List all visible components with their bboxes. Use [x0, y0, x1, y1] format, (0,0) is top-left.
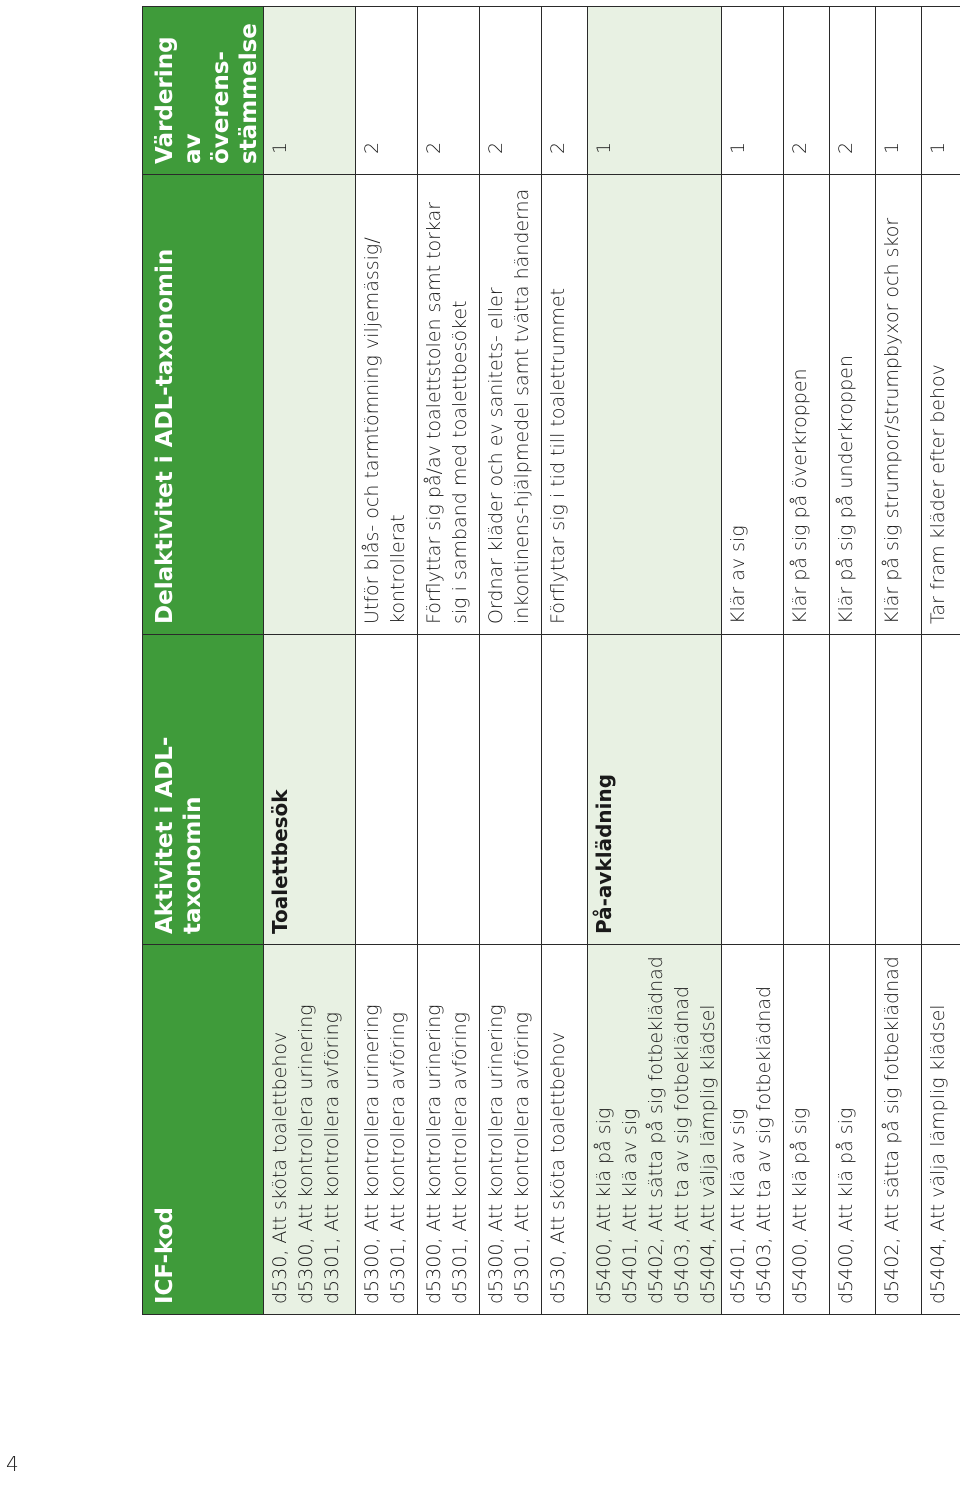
subactivity-cell: Klär av sig — [722, 175, 784, 635]
icf-code-line: d5400, Att klä på sig — [789, 1107, 811, 1304]
icf-code-line: d5404, Att välja lämplig klädsel — [927, 1004, 949, 1304]
rotated-table-wrapper — [142, 7, 959, 1315]
activity-cell — [922, 635, 960, 945]
icf-code-line: d5300, Att kontrollera urinering — [361, 1004, 383, 1304]
icf-code-line: d5401, Att klä av sig — [727, 1108, 749, 1304]
activity-cell — [480, 635, 542, 945]
table-row — [264, 7, 356, 1315]
activity-cell — [356, 635, 418, 945]
subactivity-cell: Utför blås- och tarmtömning viljemässig/ kontrollerat — [356, 175, 418, 635]
icf-code-line: d5300, Att kontrollera urinering — [423, 1004, 445, 1304]
rating-cell: 1 — [876, 7, 922, 175]
icf-code-line: d5301, Att kontrollera avföring — [321, 1011, 343, 1304]
page-number: 4 — [6, 1452, 19, 1476]
icf-code-line: d5400, Att klä på sig — [593, 1107, 615, 1304]
header-subactivity: Delaktivitet i ADL-taxonomin — [143, 175, 264, 635]
table-body — [264, 7, 960, 1315]
icf-code-line: d5401, Att klä av sig — [619, 1108, 641, 1304]
icf-code-line: d5301, Att kontrollera avföring — [387, 1011, 409, 1304]
icf-code-cell — [480, 945, 542, 1315]
rating-cell: 1 — [722, 7, 784, 175]
activity-cell — [784, 635, 830, 945]
table-row — [830, 7, 876, 1315]
table-header-row — [143, 7, 264, 1315]
subactivity-cell: Tar fram kläder efter behov — [922, 175, 960, 635]
activity-cell — [542, 635, 588, 945]
icf-code-line: d5404, Att välja lämplig klädsel — [697, 1004, 719, 1304]
activity-cell: Toalettbesök — [264, 635, 356, 945]
table-row — [922, 7, 960, 1315]
subactivity-cell: Förflyttar sig i tid till toalettrummet — [542, 175, 588, 635]
subactivity-cell: Förflyttar sig på/av toalettstolen samt torkar sig i samband med toalettbesöket — [418, 175, 480, 635]
subactivity-cell: Ordnar kläder och ev sanitets- eller inkontinens-hjälpmedel samt tvätta händerna — [480, 175, 542, 635]
rating-cell: 2 — [542, 7, 588, 175]
icf-code-cell — [264, 945, 356, 1315]
rating-cell: 2 — [418, 7, 480, 175]
icf-code-cell — [542, 945, 588, 1315]
icf-code-cell — [922, 945, 960, 1315]
table-row — [356, 7, 418, 1315]
icf-code-line: d530, Att sköta toalettbehov — [547, 1031, 569, 1304]
activity-cell — [876, 635, 922, 945]
icf-code-cell — [722, 945, 784, 1315]
icf-code-cell — [784, 945, 830, 1315]
rating-cell: 2 — [784, 7, 830, 175]
rating-cell: 1 — [922, 7, 960, 175]
icf-code-line: d5403, Att ta av sig fotbeklädnad — [671, 985, 693, 1304]
header-icf-code: ICF-kod — [143, 945, 264, 1315]
table-row — [418, 7, 480, 1315]
subactivity-cell: Klär på sig på överkroppen — [784, 175, 830, 635]
subactivity-cell: Klär på sig strumpor/strumpbyxor och skor — [876, 175, 922, 635]
subactivity-cell: Klär på sig på underkroppen — [830, 175, 876, 635]
subactivity-cell — [588, 175, 722, 635]
icf-code-line: d5402, Att sätta på sig fotbeklädnad — [645, 956, 667, 1304]
subactivity-cell — [264, 175, 356, 635]
rating-cell: 2 — [480, 7, 542, 175]
table-row — [480, 7, 542, 1315]
icf-code-line: d5300, Att kontrollera urinering — [295, 1004, 317, 1304]
rating-cell: 1 — [264, 7, 356, 175]
icf-code-cell — [876, 945, 922, 1315]
icf-adl-table — [142, 6, 960, 1315]
activity-cell: På-avklädning — [588, 635, 722, 945]
icf-code-line: d530, Att sköta toalettbehov — [269, 1031, 291, 1304]
table-row — [784, 7, 830, 1315]
icf-code-cell — [418, 945, 480, 1315]
table-row — [588, 7, 722, 1315]
table-row — [876, 7, 922, 1315]
header-rating: Värdering av överens-stämmelse — [143, 7, 264, 175]
table-row — [722, 7, 784, 1315]
icf-code-cell — [830, 945, 876, 1315]
rating-cell: 2 — [356, 7, 418, 175]
icf-code-line: d5400, Att klä på sig — [835, 1107, 857, 1304]
icf-code-line: d5403, Att ta av sig fotbeklädnad — [753, 985, 775, 1304]
rating-cell: 1 — [588, 7, 722, 175]
table-row — [542, 7, 588, 1315]
rating-cell: 2 — [830, 7, 876, 175]
activity-cell — [722, 635, 784, 945]
activity-cell — [830, 635, 876, 945]
activity-cell — [418, 635, 480, 945]
header-activity: Aktivitet i ADL-taxonomin — [143, 635, 264, 945]
icf-code-cell — [356, 945, 418, 1315]
icf-code-line: d5402, Att sätta på sig fotbeklädnad — [881, 956, 903, 1304]
icf-code-line: d5300, Att kontrollera urinering — [485, 1004, 507, 1304]
icf-code-line: d5301, Att kontrollera avföring — [449, 1011, 471, 1304]
icf-code-cell — [588, 945, 722, 1315]
icf-code-line: d5301, Att kontrollera avföring — [511, 1011, 533, 1304]
